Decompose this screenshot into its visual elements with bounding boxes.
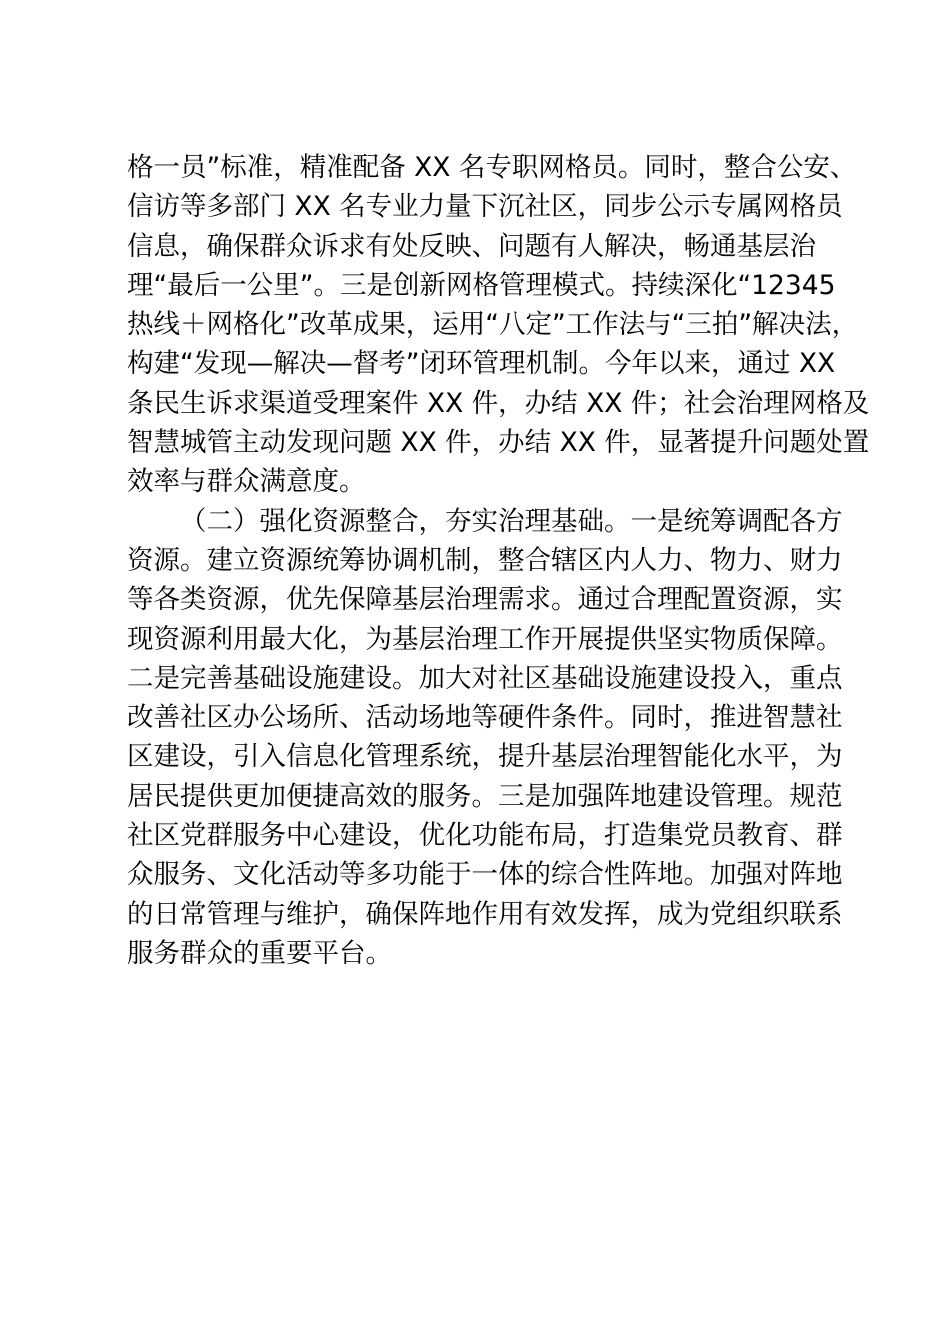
text-line: 效率与群众满意度。: [127, 466, 366, 498]
text-line: 众服务、文化活动等多功能于一体的综合性阵地。加强对阵地: [127, 859, 843, 891]
text-line: 服务群众的重要平台。: [127, 937, 392, 969]
text-line: 信访等多部门 XX 名专业力量下沉社区，同步公示专属网格员: [127, 191, 843, 223]
text-line: 热线＋网格化”改革成果，运用“八定”工作法与“三拍”解决法，: [127, 309, 859, 341]
text-line: 格一员”标准，精准配备 XX 名专职网格员。同时，整合公安、: [127, 152, 857, 183]
text-line: 改善社区办公场所、活动场地等硬件条件。同时，推进智慧社: [127, 702, 843, 734]
text-line: 条民生诉求渠道受理案件 XX 件，办结 XX 件；社会治理网格及: [127, 387, 870, 419]
text-line: 区建设，引入信息化管理系统，提升基层治理智能化水平，为: [127, 741, 843, 773]
text-line: 现资源利用最大化，为基层治理工作开展提供坚实物质保障。: [127, 623, 843, 655]
text-line: 等各类资源，优先保障基层治理需求。通过合理配置资源，实: [127, 584, 843, 616]
text-line: 资源。建立资源统筹协调机制，整合辖区内人力、物力、财力: [127, 544, 843, 576]
text-line: 构建“发现—解决—督考”闭环管理机制。今年以来，通过 XX: [127, 348, 836, 380]
text-line: 二是完善基础设施建设。加大对社区基础设施建设投入，重点: [127, 662, 843, 694]
body-text: [127, 148, 870, 973]
text-line: 的日常管理与维护，确保阵地作用有效发挥，成为党组织联系: [127, 898, 843, 930]
text-line: 信息，确保群众诉求有处反映、问题有人解决，畅通基层治: [127, 230, 816, 262]
text-line: 智慧城管主动发现问题 XX 件，办结 XX 件，显著提升问题处置: [127, 427, 870, 459]
section-heading-line: （二）强化资源整合，夯实治理基础。一是统筹调配各方: [180, 505, 843, 537]
text-line: 居民提供更加便捷高效的服务。三是加强阵地建设管理。规范: [127, 780, 843, 812]
text-line: 理“最后一公里”。三是创新网格管理模式。持续深化“12345: [127, 269, 836, 301]
text-line: 社区党群服务中心建设，优化功能布局，打造集党员教育、群: [127, 820, 843, 852]
